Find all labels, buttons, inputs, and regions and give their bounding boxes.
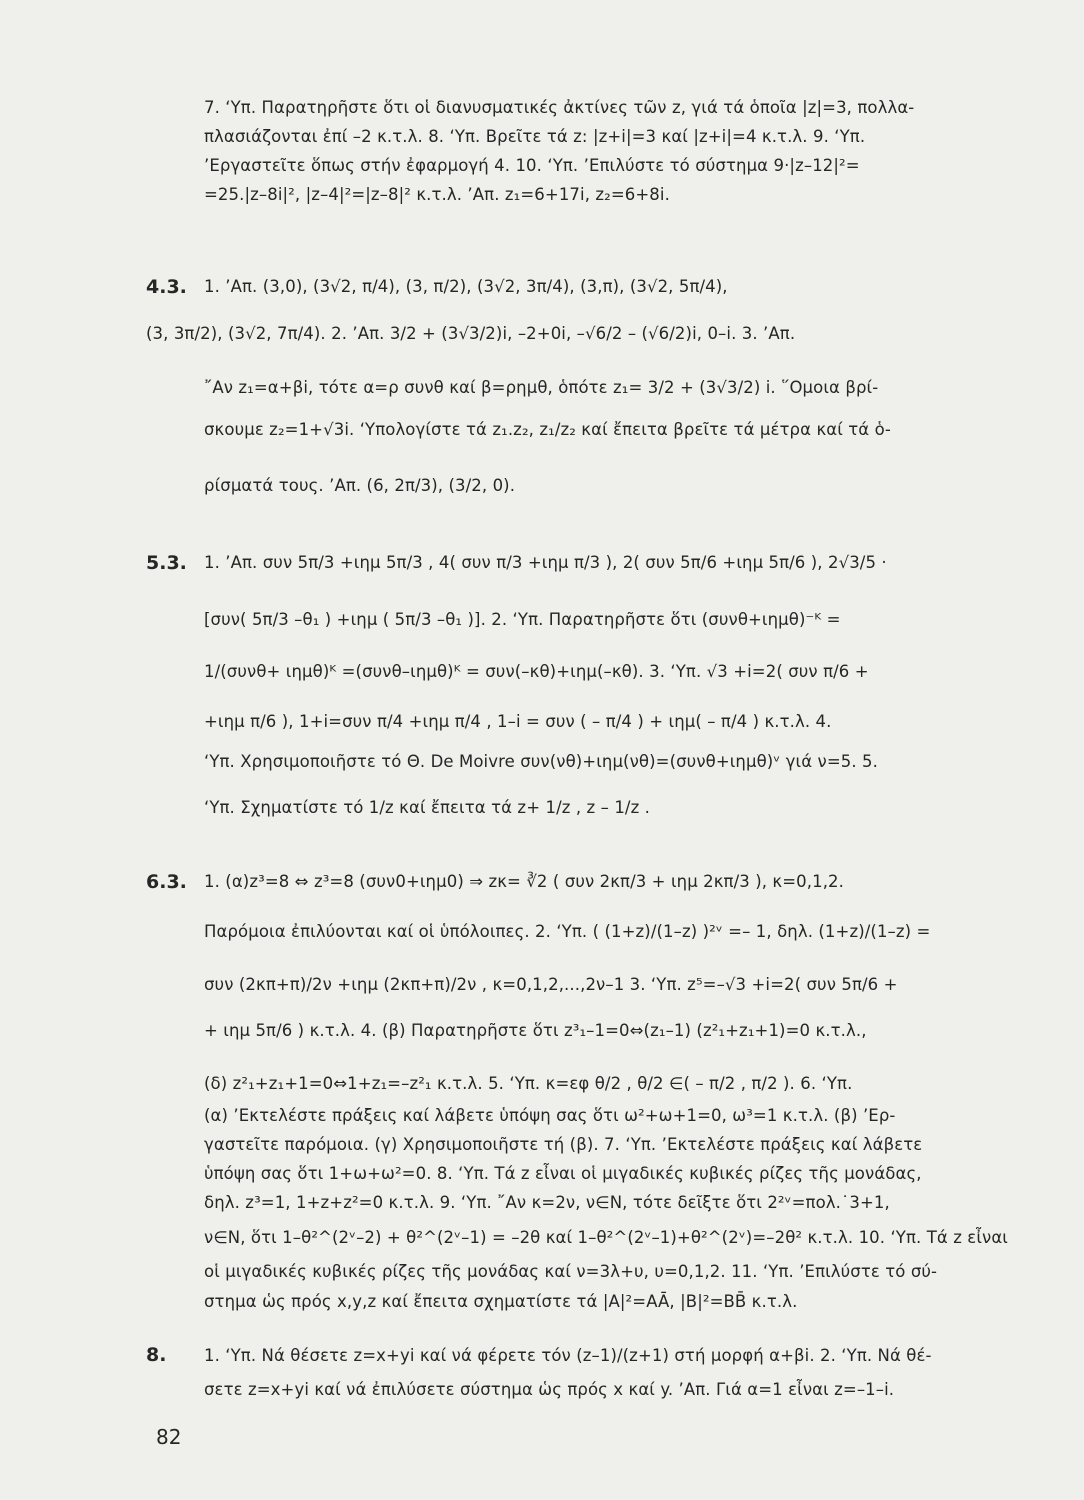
section-5-3-label: 5.3. bbox=[146, 552, 187, 574]
section-4-3-line-1: 1. ’Απ. (3,0), (3√2, π/4), (3, π/2), (3√2, 3π/4), (3,π), (3√2, 5π/4), bbox=[204, 277, 728, 296]
section-6-3-line-2: Παρόμοια ἐπιλύονται καί οἱ ὑπόλοιπες. 2. ‘Υπ. ( (1+z)/(1–z) )²ᵛ =– 1, δηλ. (1+z)/(1–z) = bbox=[204, 922, 931, 941]
section-6-3-line-5: (δ) z²₁+z₁+1=0⇔1+z₁=–z²₁ κ.τ.λ. 5. ‘Υπ. κ=εφ θ/2 , θ/2 ∈( – π/2 , π/2 ). 6. ‘Υπ. bbox=[204, 1074, 853, 1093]
section-4-3-line-4: σκουμε z₂=1+√3i. ‘Υπολογίστε τά z₁.z₂, z₁/z₂ καί ἔπειτα βρεῖτε τά μέτρα καί τά ὁ- bbox=[204, 420, 891, 439]
section-6-3-line-6: (α) ’Εκτελέστε πράξεις καί λάβετε ὑπόψη σας ὅτι ω²+ω+1=0, ω³=1 κ.τ.λ. (β) ’Ερ- bbox=[204, 1106, 896, 1125]
section-6-3-line-3: συν (2κπ+π)/2ν +ιημ (2κπ+π)/2ν , κ=0,1,2,...,2ν–1 3. ‘Υπ. z⁵=–√3 +i=2( συν 5π/6 + bbox=[204, 975, 898, 994]
page-number: 82 bbox=[156, 1425, 182, 1449]
section-4-3-label: 4.3. bbox=[146, 276, 187, 298]
section-7-line-1: 7. ‘Υπ. Παρατηρῆστε ὅτι οἱ διανυσματικές ἀκτίνες τῶν z, γιά τά ὁποῖα |z|=3, πολλα- bbox=[204, 98, 915, 117]
section-6-3-line-4: + ιημ 5π/6 ) κ.τ.λ. 4. (β) Παρατηρῆστε ὅτι z³₁–1=0⇔(z₁–1) (z²₁+z₁+1)=0 κ.τ.λ., bbox=[204, 1021, 867, 1040]
section-8-line-1: 1. ‘Υπ. Νά θέσετε z=x+yi καί νά φέρετε τόν (z–1)/(z+1) στή μορφή α+βi. 2. ‘Υπ. Νά θέ- bbox=[204, 1346, 932, 1365]
section-6-3-line-10: ν∈N, ὅτι 1–θ²^(2ᵛ–2) + θ²^(2ᵛ–1) = –2θ καί 1–θ²^(2ᵛ–1)+θ²^(2ᵛ)=–2θ² κ.τ.λ. 10. ‘Υπ. Τά z εἶναι bbox=[204, 1228, 1008, 1247]
section-4-3-line-5: ρίσματά τους. ’Απ. (6, 2π/3), (3/2, 0). bbox=[204, 476, 516, 495]
section-8-label: 8. bbox=[146, 1344, 167, 1366]
section-5-3-line-1: 1. ’Απ. συν 5π/3 +ιημ 5π/3 , 4( συν π/3 +ιημ π/3 ), 2( συν 5π/6 +ιημ 5π/6 ), 2√3/5 · bbox=[204, 553, 887, 572]
section-6-3-label: 6.3. bbox=[146, 871, 187, 893]
section-5-3-line-4: +ιημ π/6 ), 1+i=συν π/4 +ιημ π/4 , 1–i = συν ( – π/4 ) + ιημ( – π/4 ) κ.τ.λ. 4. bbox=[204, 712, 832, 731]
section-5-3-line-5: ‘Υπ. Χρησιμοποιῆστε τό Θ. De Moivre συν(νθ)+ιημ(νθ)=(συνθ+ιημθ)ᵛ γιά ν=5. 5. bbox=[204, 752, 878, 771]
section-5-3-line-3: 1/(συνθ+ ιημθ)ᴷ =(συνθ–ιημθ)ᴷ = συν(–κθ)+ιημ(–κθ). 3. ‘Υπ. √3 +i=2( συν π/6 + bbox=[204, 662, 869, 681]
section-4-3-line-2: (3, 3π/2), (3√2, 7π/4). 2. ’Απ. 3/2 + (3√3/2)i, –2+0i, –√6/2 – (√6/2)i, 0–i. 3. ’Απ. bbox=[146, 324, 796, 343]
section-4-3-line-3: ῎Αν z₁=α+βi, τότε α=ρ συνθ καί β=ρημθ, ὁπότε z₁= 3/2 + (3√3/2) i. ῞Ομοια βρί- bbox=[204, 378, 879, 397]
section-6-3-line-7: γαστεῖτε παρόμοια. (γ) Χρησιμοποιῆστε τή (β). 7. ‘Υπ. ’Εκτελέστε πράξεις καί λάβετε bbox=[204, 1135, 923, 1154]
section-6-3-line-12: στημα ὡς πρός x,y,z καί ἔπειτα σχηματίστε τά |A|²=AĀ, |B|²=BB̄ κ.τ.λ. bbox=[204, 1292, 798, 1311]
section-6-3-line-1: 1. (α)z³=8 ⇔ z³=8 (συν0+ιημ0) ⇒ zκ= ∛2 ( συν 2κπ/3 + ιημ 2κπ/3 ), κ=0,1,2. bbox=[204, 872, 844, 891]
section-6-3-line-9: δηλ. z³=1, 1+z+z²=0 κ.τ.λ. 9. ‘Υπ. ῎Αν κ=2ν, ν∈N, τότε δεῖξτε ὅτι 2²ᵛ=πολ.˙3+1, bbox=[204, 1193, 890, 1212]
section-7-line-4: =25.|z–8i|², |z–4|²=|z–8|² κ.τ.λ. ’Απ. z₁=6+17i, z₂=6+8i. bbox=[204, 185, 670, 204]
section-7-line-3: ’Εργαστεῖτε ὅπως στήν ἐφαρμογή 4. 10. ‘Υπ. ’Επιλύστε τό σύστημα 9·|z–12|²= bbox=[204, 156, 860, 175]
section-5-3-line-6: ‘Υπ. Σχηματίστε τό 1/z καί ἔπειτα τά z+ 1/z , z – 1/z . bbox=[204, 798, 651, 817]
section-8-line-2: σετε z=x+yi καί νά ἐπιλύσετε σύστημα ὡς πρός x καί y. ’Απ. Γιά α=1 εἶναι z=–1–i. bbox=[204, 1380, 895, 1399]
section-7-line-2: πλασιάζονται ἐπί –2 κ.τ.λ. 8. ‘Υπ. Βρεῖτε τά z: |z+i|=3 καί |z+i|=4 κ.τ.λ. 9. ‘Υπ. bbox=[204, 127, 866, 146]
section-6-3-line-11: οἱ μιγαδικές κυβικές ρίζες τῆς μονάδας καί ν=3λ+υ, υ=0,1,2. 11. ‘Υπ. ’Επιλύστε τό σύ- bbox=[204, 1262, 938, 1281]
section-6-3-line-8: ὑπόψη σας ὅτι 1+ω+ω²=0. 8. ‘Υπ. Τά z εἶναι οἱ μιγαδικές κυβικές ρίζες τῆς μονάδας, bbox=[204, 1164, 922, 1183]
section-5-3-line-2: [συν( 5π/3 –θ₁ ) +ιημ ( 5π/3 –θ₁ )]. 2. ‘Υπ. Παρατηρῆστε ὅτι (συνθ+ιημθ)⁻ᴷ = bbox=[204, 610, 841, 629]
